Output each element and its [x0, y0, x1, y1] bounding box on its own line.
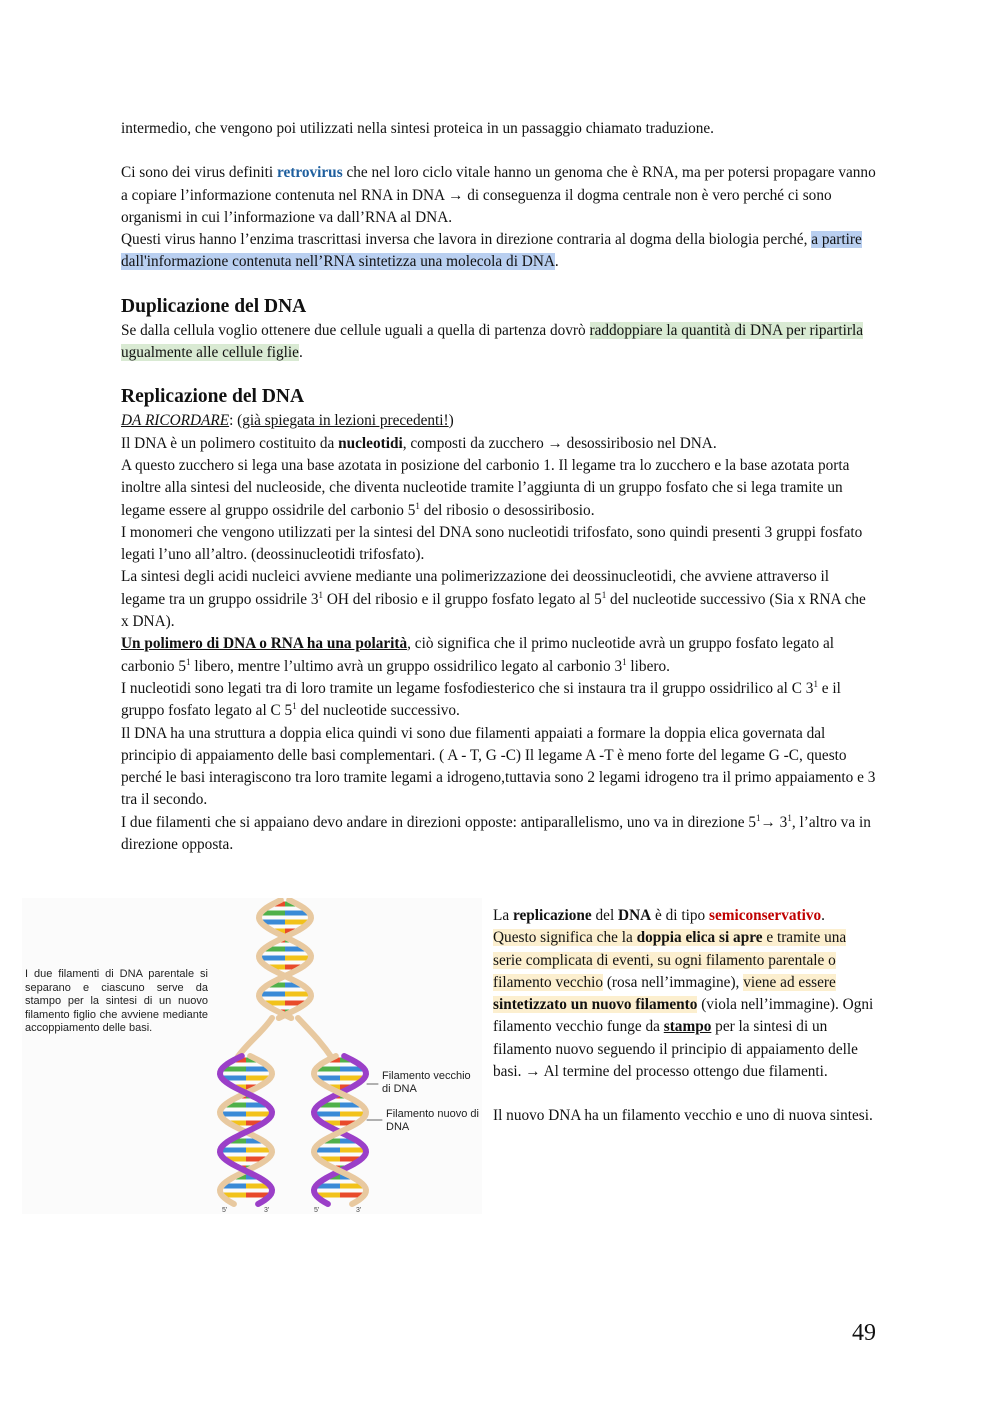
- polymer-paragraph: Il DNA è un polimero costituito da nucleotidi, composti da zucchero → desossiribosio nel DNA.: [121, 434, 717, 452]
- page-number: 49: [852, 1320, 876, 1346]
- semiconservative-explanation: Questo significa che la doppia elica si apre e tramite una serie complicata di eventi, su ogni filamento parentale o filamento vecchio (rosa nell’immagine), viene ad essere sintetizzato un nuovo filamento (viola nell’immagine). Ogni filamento vecchio funge da stampo per la sintesi di un filamento nuovo seguendo il principio di appaiamento delle basi. → Al termine del processo ottengo due filamenti.: [493, 929, 874, 1081]
- ricordare-line: DA RICORDARE: (già spiegata in lezioni precedenti!): [121, 412, 454, 430]
- heading-duplicazione: Duplicazione del DNA: [121, 295, 307, 317]
- label-old-strand: Filamento vecchio di DNA: [382, 1070, 471, 1095]
- figure-caption: I due filamenti di DNA parentale si separano e ciascuno serve da stampo per la sintesi di un nuovo filamento figlio che avviene mediante accoppiamento delle basi.: [25, 968, 208, 1034]
- antiparallel-paragraph: I due filamenti che si appaiano devo andare in direzioni opposte: antiparallelismo, uno va in direzione $5^1\to 3^1$, l’altro va in direzione opposta.: [121, 812, 871, 854]
- diverging-strand-left: [237, 1018, 272, 1058]
- strand-end-label: 3': [264, 1207, 270, 1214]
- enzyme-paragraph: Questi virus hanno l’enzima trascrittasi inversa che lavora in direzione contraria al dogma della biologia perché, a partire dall'informazione contenuta nell’RNA sintetizza una molecola di DNA.: [121, 231, 862, 271]
- polarity-paragraph: Un polimero di DNA o RNA ha una polarità, ciò significa che il primo nucleotide avrà un gruppo fosfato legato al carbonio $5^1$ libero, mentre l’ultimo avrà un gruppo ossidrilico legato al carbonio $3^1$ libero.: [121, 635, 835, 675]
- sugar-paragraph: A questo zucchero si lega una base azotata in posizione del carbonio 1. Il legame tra lo zucchero e la base azotata porta inoltre alla sintesi del nucleoside, che diventa nucleotide tramite l’aggiunta di un gruppo fosfato che si lega tramite un legame essere al gruppo ossidrile del carbonio $5^1$ del ribosio o desossiribosio.: [121, 456, 850, 519]
- double-helix-paragraph: Il DNA ha una struttura a doppia elica quindi vi sono due filamenti appaiati a formare la doppia elica governata dal principio di appaiamento delle basi complementari. ( A - T, G -C) Il legame A -T è meno forte del legame G -C, questo perché le basi interagiscono tra loro tramite legami a idrogeno,tuttavia sono 2 legami idrogeno tra il primo appaiamento e 3 tra il secondo.: [121, 724, 876, 809]
- strand-end-label: 5': [222, 1207, 228, 1214]
- dna-helix-illustration: [22, 898, 482, 1214]
- intro-line: intermedio, che vengono poi utilizzati nella sintesi proteica in un passaggio chiamato traduzione.: [121, 120, 715, 137]
- label-new-strand: Filamento nuovo di DNA: [386, 1108, 479, 1133]
- semiconservativo-keyword: semiconservativo: [709, 907, 822, 924]
- diverging-strand-right: [298, 1018, 332, 1058]
- retrovirus-paragraph: Ci sono dei virus definiti retrovirus che nel loro ciclo vitale hanno un genoma che è RNA, ma per potersi propagare vanno a copiare l’informazione contenuta nel RNA in DNA → di conseguenza il dogma centrale non è vero perché ci sono organismi in cui l’informazione va dall’RNA al DNA.: [121, 164, 876, 226]
- heading-replicazione: Replicazione del DNA: [121, 386, 305, 408]
- semiconservative-line: La replicazione del DNA è di tipo semiconservativo.: [493, 907, 825, 924]
- highlight-green: raddoppiare la quantità di DNA per ripartirla ugualmente alle cellule figlie: [121, 321, 864, 362]
- retrovirus-keyword: retrovirus: [276, 164, 343, 182]
- new-dna-paragraph: Il nuovo DNA ha un filamento vecchio e uno di nuova sintesi.: [493, 1107, 873, 1125]
- duplicazione-paragraph: Se dalla cellula voglio ottenere due cellule uguali a quella di partenza dovrò raddoppiare la quantità di DNA per ripartirla ugualmente alle cellule figlie.: [121, 321, 864, 362]
- synthesis-paragraph: La sintesi degli acidi nucleici avviene mediante una polimerizzazione dei deossinucleotidi, che avviene attraverso il legame tra un gruppo ossidrile $3^1$ OH del ribosio e il gruppo fosfato legato al $5^1$ del nucleotide successivo (Sia x RNA che x DNA).: [121, 568, 866, 631]
- phosphodiester-paragraph: I nucleotidi sono legati tra di loro tramite un legame fosfodiesterico che si instaura tra il gruppo ossidrilico al C $3^1$ e il gruppo fosfato legato al C $5^1$ del nucleotide successivo.: [121, 678, 841, 720]
- strand-end-label: 5': [314, 1207, 320, 1214]
- highlight-blue: a partire dall'informazione contenuta nell’RNA sintetizza una molecola di DNA: [121, 231, 862, 271]
- semiconservative-text: [493, 905, 878, 1128]
- dna-replication-figure: [22, 898, 482, 1214]
- monomers-paragraph: I monomeri che vengono utilizzati per la sintesi del DNA sono nucleotidi trifosfato, sono quindi presenti 3 gruppi fosfato legati l’uno all’altro. (deossinucleotidi trifosfato).: [121, 523, 863, 564]
- strand-end-label: 3': [356, 1207, 362, 1214]
- page-body: [121, 118, 876, 856]
